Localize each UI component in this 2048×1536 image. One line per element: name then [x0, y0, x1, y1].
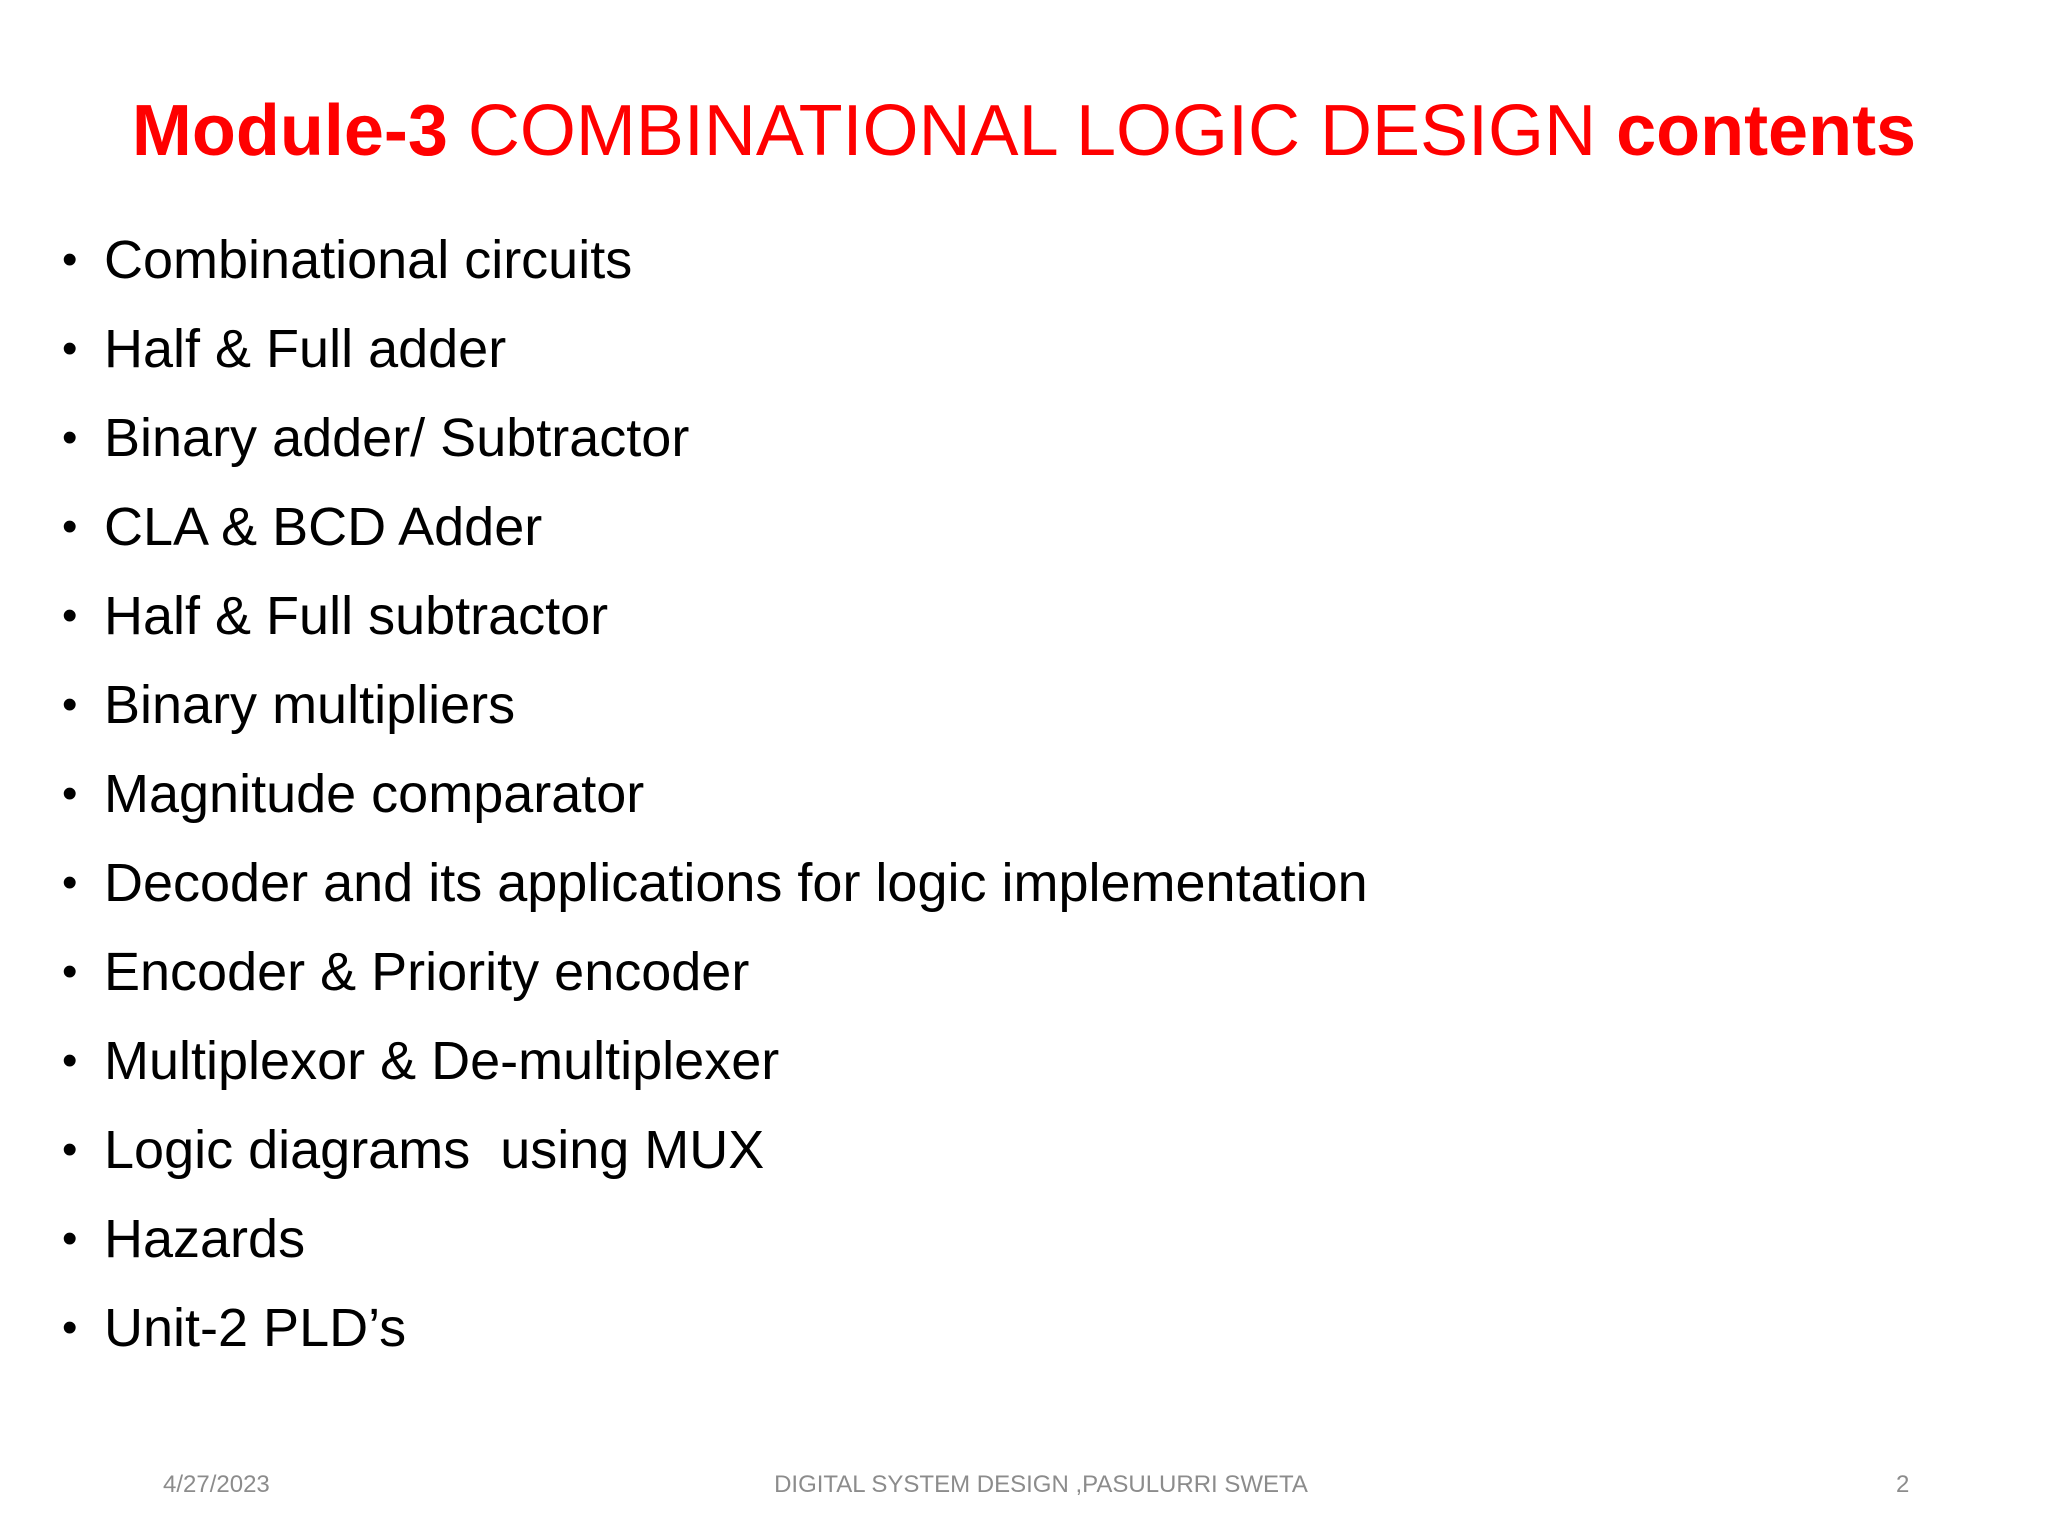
list-item-text: CLA & BCD Adder	[104, 497, 543, 557]
bullet-icon: •	[62, 858, 78, 907]
list-item	[62, 406, 1368, 495]
list-item	[62, 1207, 1368, 1296]
title-subject: COMBINATIONAL LOGIC DESIGN	[447, 91, 1617, 171]
list-item	[62, 851, 1368, 940]
list-item-text: Encoder & Priority encoder	[104, 942, 750, 1002]
list-item	[62, 317, 1368, 406]
list-item	[62, 1029, 1368, 1118]
list-item-text: Combinational circuits	[104, 230, 633, 290]
list-item-text: Binary multipliers	[104, 675, 516, 735]
list-item	[62, 762, 1368, 851]
footer-course-author: DIGITAL SYSTEM DESIGN ,PASULURRI SWETA	[774, 1471, 1308, 1498]
list-item	[62, 1296, 1368, 1385]
footer-date: 4/27/2023	[163, 1471, 270, 1498]
bullet-icon: •	[62, 235, 78, 284]
list-item	[62, 1118, 1368, 1207]
list-item	[62, 673, 1368, 762]
bullet-icon: •	[62, 1303, 78, 1352]
list-item-text: Logic diagrams using MUX	[104, 1120, 765, 1180]
list-item	[62, 228, 1368, 317]
list-item-text: Half & Full subtractor	[104, 586, 609, 646]
bullet-icon: •	[62, 413, 78, 462]
bullet-icon: •	[62, 1214, 78, 1263]
list-item-text: Half & Full adder	[104, 319, 507, 379]
bullet-icon: •	[62, 769, 78, 818]
footer-page-number: 2	[1896, 1471, 1910, 1498]
bullet-icon: •	[62, 591, 78, 640]
bullet-icon: •	[62, 680, 78, 729]
title-contents: contents	[1616, 91, 1917, 171]
list-item-text: Decoder and its applications for logic implementation	[104, 853, 1368, 913]
bullet-icon: •	[62, 502, 78, 551]
list-item	[62, 584, 1368, 673]
slide-title	[0, 88, 2048, 174]
title-module: Module-3	[131, 91, 448, 171]
list-item-text: Magnitude comparator	[104, 764, 645, 824]
list-item	[62, 495, 1368, 584]
list-item	[62, 940, 1368, 1029]
contents-list	[62, 228, 1368, 1385]
bullet-icon: •	[62, 1125, 78, 1174]
list-item-text: Hazards	[104, 1209, 306, 1269]
list-item-text: Binary adder/ Subtractor	[104, 408, 690, 468]
bullet-icon: •	[62, 1036, 78, 1085]
list-item-text: Multiplexor & De-multiplexer	[104, 1031, 780, 1091]
list-item-text: Unit-2 PLD’s	[104, 1298, 407, 1358]
bullet-icon: •	[62, 947, 78, 996]
bullet-icon: •	[62, 324, 78, 373]
